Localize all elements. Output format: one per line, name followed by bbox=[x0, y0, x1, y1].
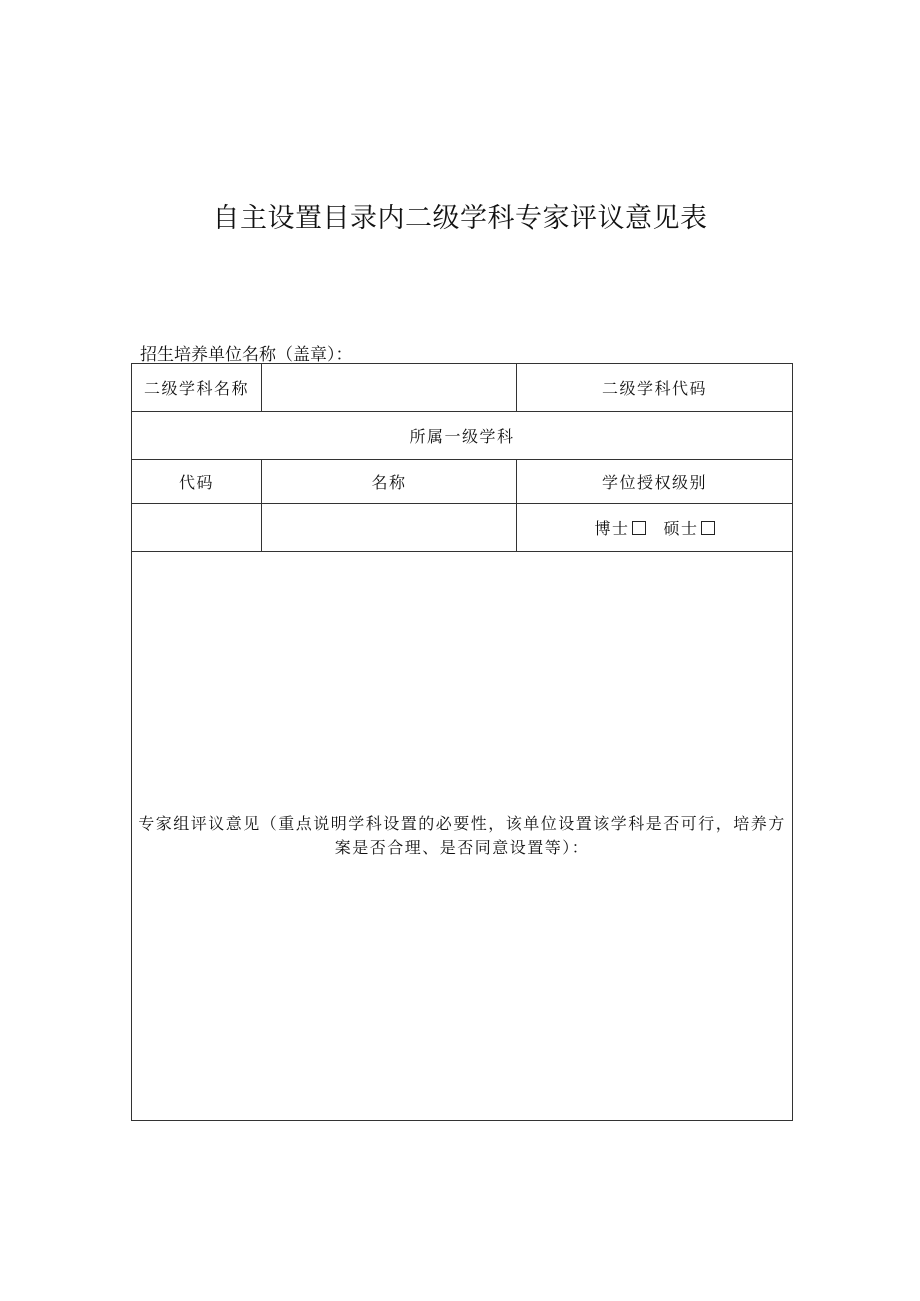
column-header-row bbox=[132, 460, 793, 504]
name-column-header: 名称 bbox=[262, 460, 517, 504]
expert-opinion-label: 专家组评议意见（重点说明学科设置的必要性，该单位设置该学科是否可行，培养方案是否合理、是否同意设置等）： bbox=[138, 814, 786, 857]
name-field[interactable] bbox=[262, 504, 517, 552]
evaluation-form-table bbox=[131, 363, 793, 1121]
page-title: 自主设置目录内二级学科专家评议意见表 bbox=[212, 203, 708, 234]
second-level-row bbox=[132, 364, 793, 412]
expert-opinion-field[interactable] bbox=[132, 552, 793, 1121]
master-option[interactable] bbox=[664, 516, 715, 539]
unit-name-label: 招生培养单位名称（盖章）： bbox=[140, 345, 353, 365]
first-level-section-label: 所属一级学科 bbox=[132, 412, 793, 460]
expert-opinion-row bbox=[132, 552, 793, 1121]
doctor-checkbox[interactable] bbox=[632, 521, 646, 535]
code-column-header: 代码 bbox=[132, 460, 262, 504]
first-level-header-row bbox=[132, 412, 793, 460]
master-label: 硕士 bbox=[663, 519, 699, 538]
master-checkbox[interactable] bbox=[701, 521, 715, 535]
doctor-option[interactable] bbox=[594, 516, 645, 539]
doctor-label: 博士 bbox=[594, 519, 630, 538]
code-field[interactable] bbox=[132, 504, 262, 552]
second-level-name-field[interactable] bbox=[262, 364, 517, 412]
second-level-code-label: 二级学科代码 bbox=[517, 364, 793, 412]
degree-level-column-header: 学位授权级别 bbox=[517, 460, 793, 504]
first-level-value-row bbox=[132, 504, 793, 552]
degree-level-options bbox=[517, 504, 793, 552]
second-level-name-label: 二级学科名称 bbox=[132, 364, 262, 412]
